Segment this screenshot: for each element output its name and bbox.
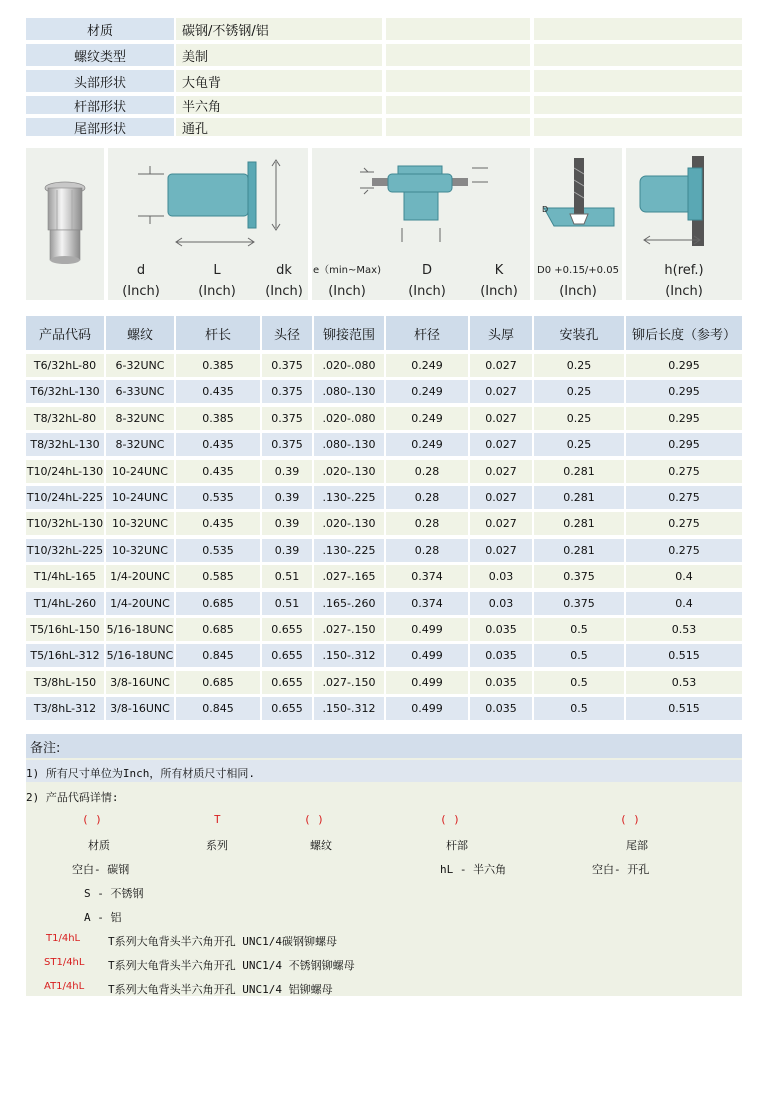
dim-unit: (Inch) bbox=[559, 284, 597, 299]
table-cell: 0.295 bbox=[626, 380, 742, 403]
table-cell: 0.28 bbox=[386, 512, 468, 535]
prop-label-material: 材质 bbox=[26, 18, 174, 40]
table-cell: 0.435 bbox=[176, 512, 260, 535]
prop-empty-cell bbox=[386, 70, 530, 92]
table-cell: 0.375 bbox=[262, 407, 312, 430]
table-cell: .165-.260 bbox=[314, 592, 384, 615]
table-cell: 0.385 bbox=[176, 407, 260, 430]
dim-unit: (Inch) bbox=[198, 284, 236, 299]
dim-unit: (Inch) bbox=[408, 284, 446, 299]
table-cell: .150-.312 bbox=[314, 644, 384, 667]
table-cell: 0.25 bbox=[534, 407, 624, 430]
code-label-shank: 杆部 bbox=[446, 839, 468, 852]
table-cell: .130-.225 bbox=[314, 486, 384, 509]
column-header: 头径 bbox=[262, 316, 312, 350]
dim-symbol: dk bbox=[276, 263, 292, 278]
prop-label-shank: 杆部形状 bbox=[26, 96, 174, 114]
table-cell: 0.027 bbox=[470, 539, 532, 562]
table-cell: 0.435 bbox=[176, 460, 260, 483]
table-cell: 0.027 bbox=[470, 380, 532, 403]
table-cell: 0.035 bbox=[470, 697, 532, 720]
table-cell: 0.25 bbox=[534, 354, 624, 377]
dim-unit: (Inch) bbox=[328, 284, 366, 299]
table-cell: 6-33UNC bbox=[106, 380, 174, 403]
column-header: 杆径 bbox=[386, 316, 468, 350]
table-cell: 0.249 bbox=[386, 354, 468, 377]
prop-empty-cell bbox=[386, 18, 530, 40]
table-cell: 0.374 bbox=[386, 592, 468, 615]
table-cell: .080-.130 bbox=[314, 433, 384, 456]
table-cell: T10/24hL-225 bbox=[26, 486, 104, 509]
prop-empty-cell bbox=[534, 18, 742, 40]
dim-label-l bbox=[184, 260, 250, 302]
table-cell: 0.515 bbox=[626, 644, 742, 667]
table-cell: 0.027 bbox=[470, 407, 532, 430]
table-cell: 10-24UNC bbox=[106, 460, 174, 483]
table-cell: 0.375 bbox=[262, 354, 312, 377]
table-cell: 0.03 bbox=[470, 592, 532, 615]
table-cell: 0.249 bbox=[386, 380, 468, 403]
dim-symbol: h(ref.) bbox=[664, 263, 704, 278]
code-label-material: 材质 bbox=[88, 839, 110, 852]
table-cell: 0.281 bbox=[534, 486, 624, 509]
table-cell: 0.499 bbox=[386, 697, 468, 720]
table-cell: 0.249 bbox=[386, 433, 468, 456]
table-cell: 0.39 bbox=[262, 460, 312, 483]
table-cell: .020-.130 bbox=[314, 460, 384, 483]
table-cell: 10-24UNC bbox=[106, 486, 174, 509]
table-cell: 0.375 bbox=[262, 380, 312, 403]
column-header: 铆接范围 bbox=[314, 316, 384, 350]
table-cell: .150-.312 bbox=[314, 697, 384, 720]
table-cell: 0.435 bbox=[176, 433, 260, 456]
table-cell: .027-.165 bbox=[314, 565, 384, 588]
prop-empty-cell bbox=[534, 118, 742, 136]
rivet-nut-photo bbox=[26, 148, 104, 300]
table-cell: 0.249 bbox=[386, 407, 468, 430]
prop-label-thread: 螺纹类型 bbox=[26, 44, 174, 66]
example-desc: T系列大龟背头半六角开孔 UNC1/4碳钢铆螺母 bbox=[108, 935, 337, 948]
product-photo-cell bbox=[26, 148, 104, 300]
table-cell: 0.845 bbox=[176, 697, 260, 720]
example-code: T1/4hL bbox=[46, 933, 81, 944]
table-cell: 0.4 bbox=[626, 592, 742, 615]
table-cell: 0.03 bbox=[470, 565, 532, 588]
table-cell: 0.25 bbox=[534, 380, 624, 403]
prop-value-thread: 美制 bbox=[176, 44, 382, 66]
dim-label-h bbox=[626, 260, 742, 302]
table-cell: 0.281 bbox=[534, 539, 624, 562]
table-cell: 0.374 bbox=[386, 565, 468, 588]
table-cell: 0.685 bbox=[176, 671, 260, 694]
table-cell: T8/32hL-130 bbox=[26, 433, 104, 456]
table-cell: 6-32UNC bbox=[106, 354, 174, 377]
dim-unit: (Inch) bbox=[265, 284, 303, 299]
dim-unit: (Inch) bbox=[665, 284, 703, 299]
table-cell: 0.39 bbox=[262, 539, 312, 562]
drill-d-label: D bbox=[542, 205, 549, 214]
dim-label-D0 bbox=[534, 260, 622, 302]
column-header: 头厚 bbox=[470, 316, 532, 350]
table-cell: T1/4hL-260 bbox=[26, 592, 104, 615]
table-cell: 8-32UNC bbox=[106, 407, 174, 430]
dim-label-dk bbox=[256, 260, 312, 302]
dim-label-d bbox=[108, 260, 174, 302]
table-cell: 0.027 bbox=[470, 512, 532, 535]
prop-label-tail: 尾部形状 bbox=[26, 118, 174, 136]
table-cell: 0.25 bbox=[534, 433, 624, 456]
table-cell: T8/32hL-80 bbox=[26, 407, 104, 430]
table-cell: 0.295 bbox=[626, 407, 742, 430]
dim-symbol: d bbox=[136, 263, 146, 278]
dim-symbol: K bbox=[494, 263, 504, 278]
dim-symbol: L bbox=[213, 263, 221, 278]
dim-label-D bbox=[392, 260, 462, 302]
table-cell: T5/16hL-150 bbox=[26, 618, 104, 641]
table-cell: T3/8hL-150 bbox=[26, 671, 104, 694]
table-cell: 0.375 bbox=[262, 433, 312, 456]
table-cell: 0.035 bbox=[470, 671, 532, 694]
prop-label-head: 头部形状 bbox=[26, 70, 174, 92]
table-cell: 0.39 bbox=[262, 486, 312, 509]
table-cell: 0.28 bbox=[386, 460, 468, 483]
table-cell: 0.39 bbox=[262, 512, 312, 535]
table-cell: 10-32UNC bbox=[106, 539, 174, 562]
table-cell: T6/32hL-80 bbox=[26, 354, 104, 377]
table-cell: 0.685 bbox=[176, 618, 260, 641]
table-cell: 0.027 bbox=[470, 433, 532, 456]
shank-hl: hL - 半六角 bbox=[440, 863, 507, 876]
table-cell: T6/32hL-130 bbox=[26, 380, 104, 403]
table-cell: 0.535 bbox=[176, 486, 260, 509]
table-cell: T10/24hL-130 bbox=[26, 460, 104, 483]
table-cell: 0.375 bbox=[534, 592, 624, 615]
table-cell: 0.035 bbox=[470, 618, 532, 641]
code-label-series: 系列 bbox=[206, 839, 228, 852]
code-part-tail: ( ) bbox=[620, 813, 640, 826]
table-cell: .020-.080 bbox=[314, 354, 384, 377]
table-cell: 0.655 bbox=[262, 618, 312, 641]
column-header: 产品代码 bbox=[26, 316, 104, 350]
table-cell: 5/16-18UNC bbox=[106, 618, 174, 641]
table-cell: T3/8hL-312 bbox=[26, 697, 104, 720]
table-cell: 0.5 bbox=[534, 697, 624, 720]
table-cell: 0.685 bbox=[176, 592, 260, 615]
table-cell: .080-.130 bbox=[314, 380, 384, 403]
table-cell: 3/8-16UNC bbox=[106, 671, 174, 694]
dim-label-K bbox=[466, 260, 532, 302]
table-cell: 0.499 bbox=[386, 671, 468, 694]
table-cell: 0.499 bbox=[386, 644, 468, 667]
table-cell: 0.275 bbox=[626, 512, 742, 535]
example-desc: T系列大龟背头半六角开孔 UNC1/4 铝铆螺母 bbox=[108, 983, 333, 996]
table-cell: 0.53 bbox=[626, 671, 742, 694]
notes-line1: 1) 所有尺寸单位为Inch，所有材质尺寸相同. bbox=[26, 767, 255, 780]
code-part-shank: ( ) bbox=[440, 813, 460, 826]
table-cell: .020-.080 bbox=[314, 407, 384, 430]
table-cell: 0.027 bbox=[470, 486, 532, 509]
table-cell: 0.5 bbox=[534, 618, 624, 641]
table-cell: 8-32UNC bbox=[106, 433, 174, 456]
material-a: A - 铝 bbox=[84, 911, 122, 924]
examples-list bbox=[26, 931, 742, 996]
table-cell: 10-32UNC bbox=[106, 512, 174, 535]
table-cell: 0.385 bbox=[176, 354, 260, 377]
dim-symbol: D0 +0.15/+0.05 bbox=[537, 265, 619, 276]
dim-symbol: e（min~Max) bbox=[313, 265, 381, 276]
prop-empty-cell bbox=[534, 70, 742, 92]
example-code: ST1/4hL bbox=[44, 957, 85, 968]
table-cell: .027-.150 bbox=[314, 671, 384, 694]
tail-blank: 空白- 开孔 bbox=[592, 863, 650, 876]
table-cell: 0.655 bbox=[262, 697, 312, 720]
table-cell: 0.515 bbox=[626, 697, 742, 720]
table-cell: 0.4 bbox=[626, 565, 742, 588]
table-cell: 0.281 bbox=[534, 460, 624, 483]
table-cell: 0.845 bbox=[176, 644, 260, 667]
table-cell: .020-.130 bbox=[314, 512, 384, 535]
table-cell: T10/32hL-225 bbox=[26, 539, 104, 562]
table-cell: T1/4hL-165 bbox=[26, 565, 104, 588]
table-cell: 0.28 bbox=[386, 486, 468, 509]
notes-line2: 2) 产品代码详情: bbox=[26, 791, 119, 804]
table-cell: 0.51 bbox=[262, 565, 312, 588]
table-cell: 0.51 bbox=[262, 592, 312, 615]
code-label-thread: 螺纹 bbox=[310, 839, 332, 852]
prop-value-head: 大龟背 bbox=[176, 70, 382, 92]
table-cell: 1/4-20UNC bbox=[106, 592, 174, 615]
table-cell: 3/8-16UNC bbox=[106, 697, 174, 720]
table-cell: 0.027 bbox=[470, 354, 532, 377]
table-cell: .027-.150 bbox=[314, 618, 384, 641]
dim-unit: (Inch) bbox=[480, 284, 518, 299]
table-cell: 0.53 bbox=[626, 618, 742, 641]
table-cell: 0.295 bbox=[626, 433, 742, 456]
material-blank: 空白- 碳钢 bbox=[72, 863, 130, 876]
table-cell: 0.585 bbox=[176, 565, 260, 588]
example-code: AT1/4hL bbox=[44, 981, 85, 992]
table-cell: 0.655 bbox=[262, 644, 312, 667]
table-cell: 0.275 bbox=[626, 539, 742, 562]
table-cell: T10/32hL-130 bbox=[26, 512, 104, 535]
prop-empty-cell bbox=[386, 44, 530, 66]
column-header: 铆后长度（参考） bbox=[626, 316, 742, 350]
column-header: 螺纹 bbox=[106, 316, 174, 350]
code-part-material: ( ) bbox=[82, 813, 102, 826]
table-cell: 0.499 bbox=[386, 618, 468, 641]
prop-value-material: 碳钢/不锈钢/铝 bbox=[176, 18, 382, 40]
table-cell: 0.035 bbox=[470, 644, 532, 667]
table-cell: 1/4-20UNC bbox=[106, 565, 174, 588]
dim-unit: (Inch) bbox=[122, 284, 160, 299]
table-cell: T5/16hL-312 bbox=[26, 644, 104, 667]
table-cell: 0.295 bbox=[626, 354, 742, 377]
prop-empty-cell bbox=[534, 96, 742, 114]
table-cell: 0.5 bbox=[534, 644, 624, 667]
table-cell: 0.275 bbox=[626, 486, 742, 509]
table-cell: 0.281 bbox=[534, 512, 624, 535]
table-cell: 0.435 bbox=[176, 380, 260, 403]
column-header: 安装孔 bbox=[534, 316, 624, 350]
table-cell: 5/16-18UNC bbox=[106, 644, 174, 667]
prop-value-shank: 半六角 bbox=[176, 96, 382, 114]
table-cell: 0.375 bbox=[534, 565, 624, 588]
table-cell: 0.28 bbox=[386, 539, 468, 562]
column-header: 杆长 bbox=[176, 316, 260, 350]
example-desc: T系列大龟背头半六角开孔 UNC1/4 不锈钢铆螺母 bbox=[108, 959, 355, 972]
dim-symbol: D bbox=[421, 263, 432, 278]
table-cell: 0.275 bbox=[626, 460, 742, 483]
prop-empty-cell bbox=[534, 44, 742, 66]
table-cell: .130-.225 bbox=[314, 539, 384, 562]
prop-empty-cell bbox=[386, 118, 530, 136]
code-label-tail: 尾部 bbox=[626, 839, 648, 852]
table-cell: 0.655 bbox=[262, 671, 312, 694]
dim-label-e bbox=[312, 260, 382, 302]
prop-empty-cell bbox=[386, 96, 530, 114]
code-part-series: T bbox=[214, 813, 221, 826]
material-s: S - 不锈钢 bbox=[84, 887, 144, 900]
table-cell: 0.535 bbox=[176, 539, 260, 562]
prop-value-tail: 通孔 bbox=[176, 118, 382, 136]
table-cell: 0.5 bbox=[534, 671, 624, 694]
table-cell: 0.027 bbox=[470, 460, 532, 483]
notes-title: 备注: bbox=[26, 734, 742, 758]
code-part-thread: ( ) bbox=[304, 813, 324, 826]
